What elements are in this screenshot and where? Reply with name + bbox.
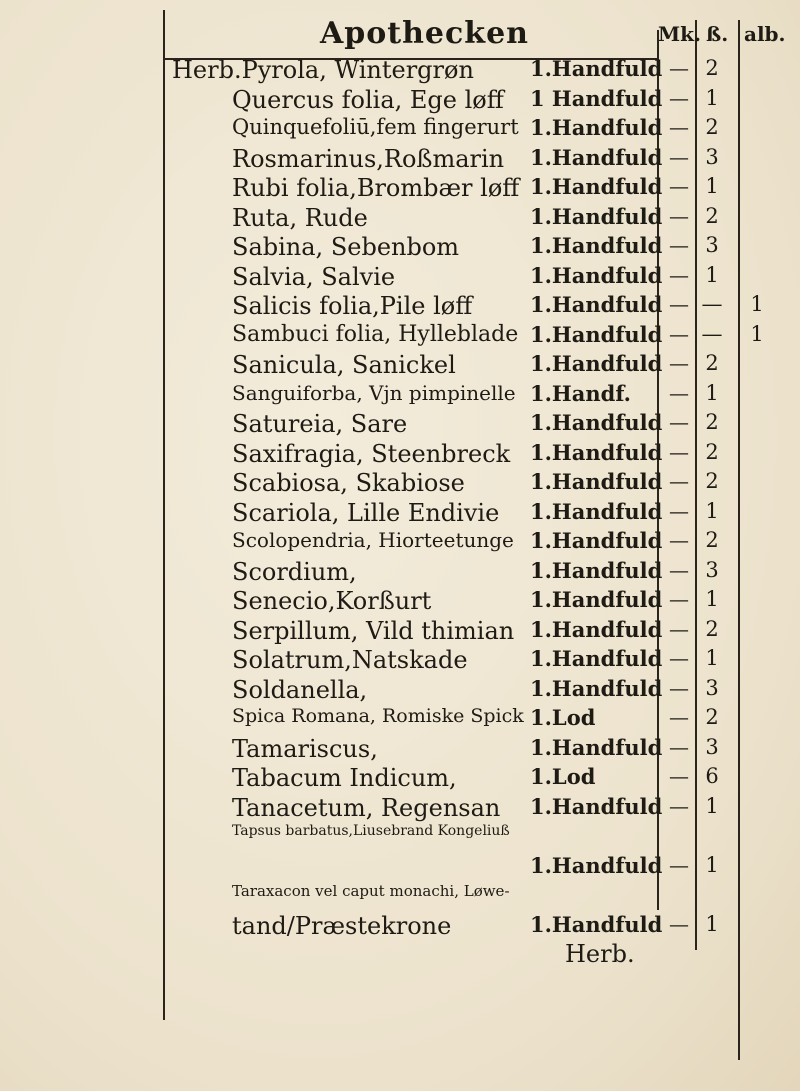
quantity: 1.Lod bbox=[530, 764, 596, 789]
price-mark: — bbox=[669, 557, 689, 582]
price-mark: — bbox=[669, 734, 689, 759]
herb-name: Salvia, Salvie bbox=[232, 262, 396, 291]
herb-name: Rosmarinus,Roßmarin bbox=[232, 144, 505, 173]
list-item bbox=[0, 115, 800, 145]
list-item bbox=[0, 263, 800, 293]
price-schilling: 2 bbox=[705, 115, 719, 139]
herb-name: Sanicula, Sanickel bbox=[232, 351, 456, 379]
herb-name: Spica Romana, Romiske Spick bbox=[232, 705, 524, 727]
page-title: Apothecken bbox=[320, 16, 529, 51]
quantity: 1.Handfuld bbox=[530, 174, 663, 199]
quantity: 1.Handfuld bbox=[530, 616, 663, 642]
column-head-mark: Mk. bbox=[658, 22, 701, 46]
price-schilling: 1 bbox=[705, 587, 719, 611]
price-mark: — bbox=[669, 380, 689, 405]
list-item bbox=[0, 912, 800, 942]
list-item bbox=[0, 528, 800, 558]
column-head-albus: alb. bbox=[744, 22, 786, 46]
list-item bbox=[0, 794, 800, 824]
price-schilling: — bbox=[701, 292, 723, 316]
herb-name: Scordium, bbox=[232, 557, 357, 586]
price-mark: — bbox=[669, 439, 689, 464]
price-schilling: 2 bbox=[705, 528, 719, 552]
list-item bbox=[0, 440, 800, 470]
price-mark: — bbox=[669, 675, 689, 700]
list-item bbox=[0, 735, 800, 765]
list-item bbox=[0, 204, 800, 234]
price-schilling: 6 bbox=[705, 764, 719, 788]
price-mark: — bbox=[669, 469, 689, 493]
price-schilling: 3 bbox=[705, 233, 719, 257]
list-item bbox=[0, 823, 800, 853]
price-mark: — bbox=[669, 56, 689, 80]
quantity: 1.Handfuld bbox=[530, 203, 663, 229]
herb-name: Rubi folia,Brombær løff bbox=[232, 174, 520, 202]
price-mark: — bbox=[669, 85, 689, 110]
price-schilling: 2 bbox=[705, 56, 719, 80]
price-schilling: 1 bbox=[705, 498, 719, 523]
herb-name: Tamariscus, bbox=[232, 734, 378, 763]
price-schilling: — bbox=[701, 321, 723, 346]
quantity: 1.Handfuld bbox=[530, 852, 663, 878]
price-mark: — bbox=[669, 262, 689, 287]
price-mark: — bbox=[669, 646, 689, 670]
catchword: Herb. bbox=[565, 940, 635, 968]
price-mark: — bbox=[669, 321, 689, 346]
price-albus: 1 bbox=[750, 292, 764, 316]
price-schilling: 3 bbox=[705, 144, 719, 169]
quantity: 1.Handfuld bbox=[530, 528, 663, 553]
herb-name: Serpillum, Vild thimian bbox=[232, 616, 515, 645]
price-mark: — bbox=[669, 174, 689, 198]
quantity: 1.Handfuld bbox=[530, 321, 663, 347]
herb-name: Tanacetum, Regensan bbox=[232, 793, 501, 822]
price-mark: — bbox=[669, 351, 689, 375]
herb-name: Sabina, Sebenbom bbox=[232, 233, 460, 261]
price-schilling: 3 bbox=[705, 675, 719, 700]
quantity: 1.Handfuld bbox=[530, 262, 663, 288]
price-mark: — bbox=[669, 115, 689, 139]
herb-name: Herb.Pyrola, Wintergrøn bbox=[172, 56, 474, 84]
herb-name: Salicis folia,Pile løff bbox=[232, 292, 473, 320]
list-item bbox=[0, 587, 800, 617]
herb-name: Satureia, Sare bbox=[232, 410, 408, 438]
herb-name: Solatrum,Natskade bbox=[232, 646, 468, 674]
price-mark: — bbox=[669, 528, 689, 552]
price-schilling: 1 bbox=[705, 852, 719, 877]
quantity: 1.Handfuld bbox=[530, 734, 663, 760]
list-item bbox=[0, 617, 800, 647]
herb-name: Tabacum Indicum, bbox=[232, 764, 457, 792]
price-albus: 1 bbox=[750, 321, 764, 346]
herb-name: tand/Præstekrone bbox=[232, 911, 452, 940]
price-schilling: 3 bbox=[705, 734, 719, 759]
list-item bbox=[0, 86, 800, 116]
price-schilling: 1 bbox=[705, 380, 719, 405]
quantity: 1.Handfuld bbox=[530, 469, 663, 494]
price-schilling: 1 bbox=[705, 262, 719, 287]
quantity: 1.Handfuld bbox=[530, 498, 663, 524]
price-mark: — bbox=[669, 587, 689, 611]
price-mark: — bbox=[669, 911, 689, 936]
price-schilling: 2 bbox=[705, 439, 719, 464]
price-mark: — bbox=[669, 203, 689, 228]
list-item bbox=[0, 676, 800, 706]
quantity: 1.Lod bbox=[530, 705, 596, 730]
price-schilling: 2 bbox=[705, 410, 719, 434]
herb-name: Soldanella, bbox=[232, 675, 368, 704]
list-item bbox=[0, 469, 800, 499]
list-item bbox=[0, 558, 800, 588]
herb-name: Quercus folia, Ege løff bbox=[232, 85, 504, 114]
quantity: 1.Handfuld bbox=[530, 646, 663, 671]
quantity: 1.Handfuld bbox=[530, 911, 663, 937]
list-item bbox=[0, 410, 800, 440]
herb-name: Sambuci folia, Hylleblade bbox=[232, 321, 519, 347]
herb-name: Ruta, Rude bbox=[232, 203, 368, 232]
quantity: 1.Handfuld bbox=[530, 233, 663, 258]
quantity: 1.Handfuld bbox=[530, 557, 663, 583]
herb-name: Sanguiforba, Vjn pimpinelle bbox=[232, 380, 516, 405]
price-schilling: 1 bbox=[705, 793, 719, 818]
quantity: 1 Handfuld bbox=[530, 85, 663, 111]
price-schilling: 2 bbox=[705, 616, 719, 641]
price-mark: — bbox=[669, 616, 689, 641]
list-item bbox=[0, 381, 800, 411]
quantity: 1.Handfuld bbox=[530, 144, 663, 170]
herb-name: Tapsus barbatus,Liusebrand Kongeliuß bbox=[232, 823, 510, 839]
list-item bbox=[0, 174, 800, 204]
price-mark: — bbox=[669, 233, 689, 257]
list-item bbox=[0, 764, 800, 794]
price-schilling: 3 bbox=[705, 557, 719, 582]
herb-name: Scolopendria, Hiorteetunge bbox=[232, 528, 514, 552]
price-mark: — bbox=[669, 144, 689, 169]
herb-name: Scabiosa, Skabiose bbox=[232, 469, 465, 497]
price-schilling: 2 bbox=[705, 469, 719, 493]
list-item bbox=[0, 56, 800, 86]
price-mark: — bbox=[669, 498, 689, 523]
price-mark: — bbox=[669, 764, 689, 788]
price-mark: — bbox=[669, 292, 689, 316]
quantity: 1.Handfuld bbox=[530, 292, 663, 317]
quantity: 1.Handfuld bbox=[530, 793, 663, 819]
quantity: 1.Handfuld bbox=[530, 587, 663, 612]
list-item bbox=[0, 233, 800, 263]
price-mark: — bbox=[669, 852, 689, 877]
price-schilling: 1 bbox=[705, 85, 719, 110]
price-schilling: 2 bbox=[705, 705, 719, 729]
list-item bbox=[0, 145, 800, 175]
price-schilling: 1 bbox=[705, 646, 719, 670]
price-mark: — bbox=[669, 793, 689, 818]
quantity: 1.Handfuld bbox=[530, 410, 663, 435]
list-item bbox=[0, 351, 800, 381]
list-item bbox=[0, 853, 800, 883]
quantity: 1.Handfuld bbox=[530, 675, 663, 701]
herb-name: Scariola, Lille Endivie bbox=[232, 498, 500, 527]
column-head-schilling: ß. bbox=[706, 22, 729, 46]
price-schilling: 1 bbox=[705, 911, 719, 936]
herb-name: Taraxacon vel caput monachi, Løwe- bbox=[232, 882, 510, 900]
list-item bbox=[0, 705, 800, 735]
list-item bbox=[0, 322, 800, 352]
herb-name: Quinquefoliū,fem fingerurt bbox=[232, 115, 519, 139]
price-mark: — bbox=[669, 410, 689, 434]
herb-name: Saxifragia, Steenbreck bbox=[232, 439, 511, 468]
price-mark: — bbox=[669, 705, 689, 729]
quantity: 1.Handfuld bbox=[530, 439, 663, 465]
price-schilling: 1 bbox=[705, 174, 719, 198]
quantity: 1.Handf. bbox=[530, 380, 631, 406]
list-item bbox=[0, 882, 800, 912]
list-item bbox=[0, 292, 800, 322]
list-item bbox=[0, 499, 800, 529]
price-schilling: 2 bbox=[705, 203, 719, 228]
quantity: 1.Handfuld bbox=[530, 56, 663, 81]
herb-name: Senecio,Korßurt bbox=[232, 587, 432, 615]
price-schilling: 2 bbox=[705, 351, 719, 375]
quantity: 1.Handfuld bbox=[530, 351, 663, 376]
quantity: 1.Handfuld bbox=[530, 115, 663, 140]
list-item bbox=[0, 646, 800, 676]
